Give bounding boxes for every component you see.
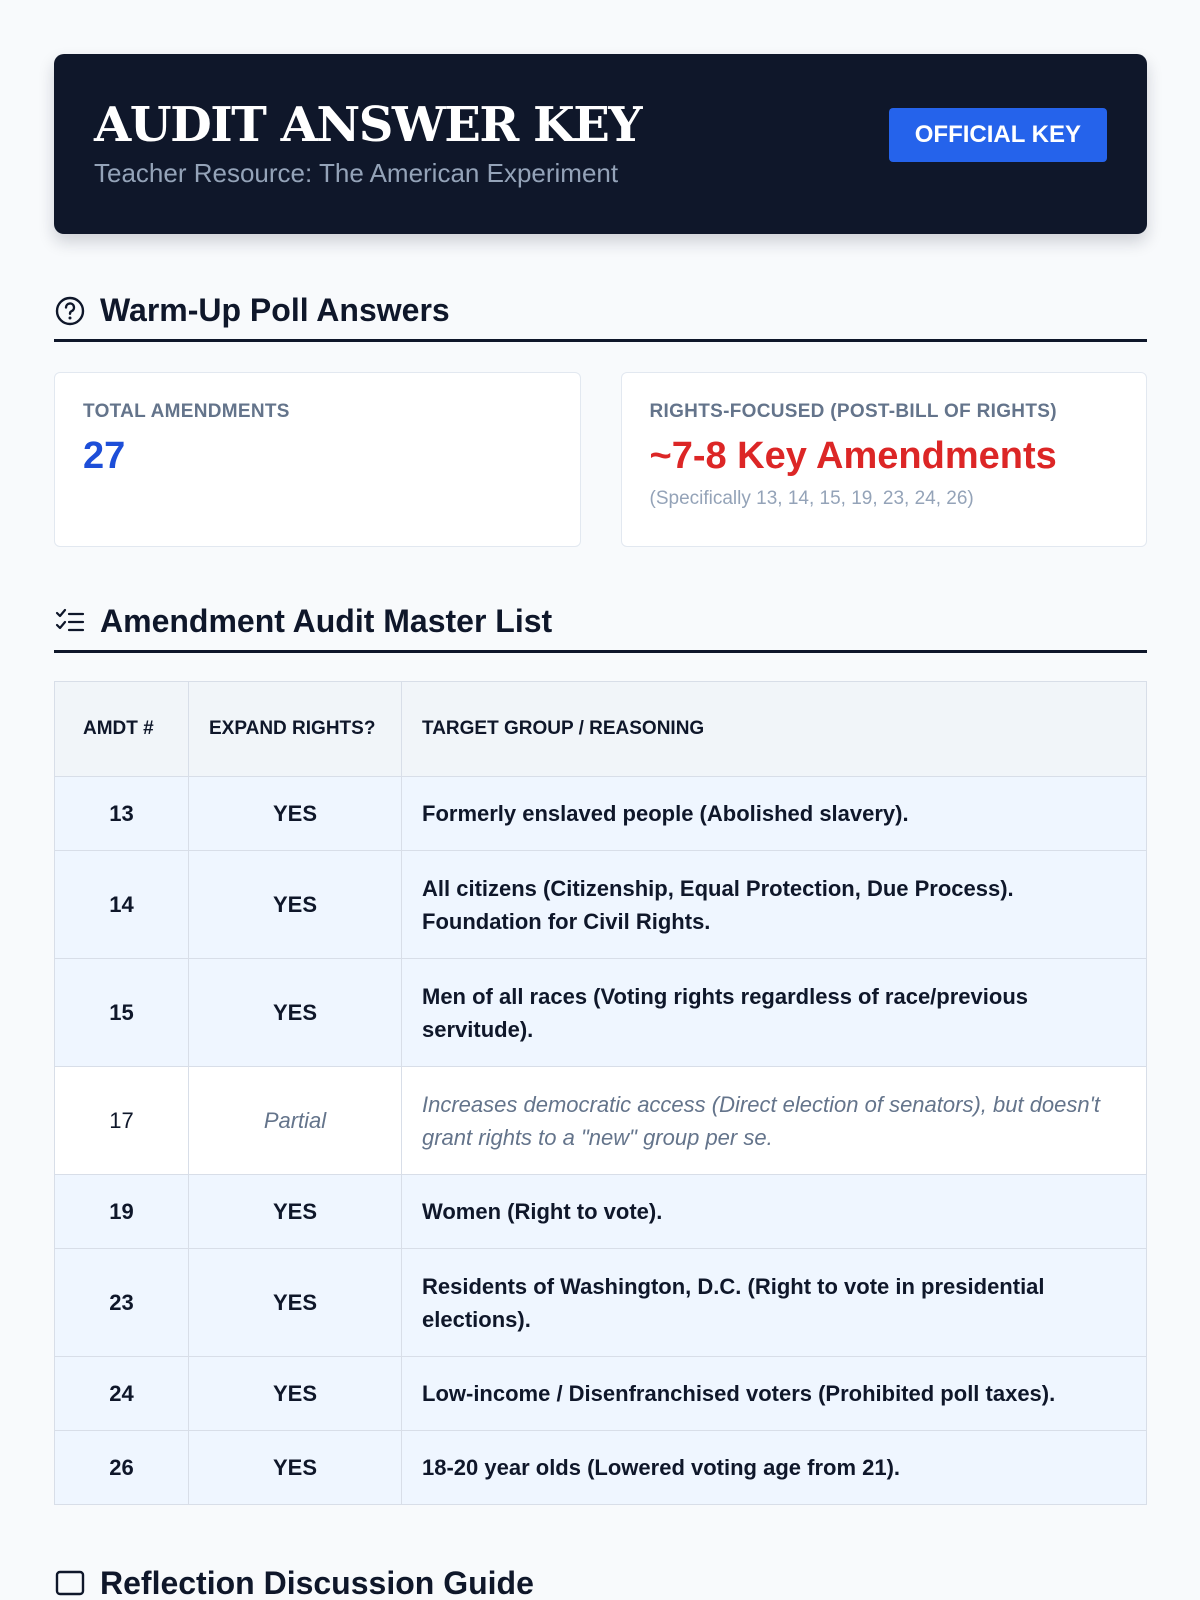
reflection-section-title: Reflection Discussion Guide (100, 1565, 534, 1600)
reasoning-text: Women (Right to vote). (402, 1175, 1147, 1249)
reflection-section-header (54, 1565, 1147, 1600)
page-title: AUDIT ANSWER KEY (94, 97, 642, 154)
card-value: 27 (83, 435, 126, 477)
rights-focused-card (621, 372, 1148, 547)
table-row (55, 1431, 1147, 1505)
card-note: (Specifically 13, 14, 15, 19, 23, 24, 26) (649, 488, 974, 509)
expand-rights-value: YES (189, 777, 402, 851)
reasoning-text: All citizens (Citizenship, Equal Protection, Due Process). Foundation for Civil Rights. (402, 851, 1147, 959)
amdt-number: 19 (55, 1175, 189, 1249)
amdt-number: 26 (55, 1431, 189, 1505)
column-header-expand: EXPAND RIGHTS? (189, 682, 402, 777)
amendment-audit-table (54, 681, 1147, 1505)
expand-rights-value: YES (189, 1249, 402, 1357)
reasoning-text: Men of all races (Voting rights regardless of race/previous servitude). (402, 959, 1147, 1067)
expand-rights-value: YES (189, 1357, 402, 1431)
header-text (94, 99, 641, 189)
reasoning-text: Increases democratic access (Direct election of senators), but doesn't grant rights to a "new" group per se. (402, 1067, 1147, 1175)
amdt-number: 14 (55, 851, 189, 959)
table-row (55, 1249, 1147, 1357)
audit-section-title: Amendment Audit Master List (100, 603, 553, 639)
expand-rights-value: YES (189, 1175, 402, 1249)
expand-rights-value: YES (189, 1431, 402, 1505)
poll-section-title: Warm-Up Poll Answers (100, 292, 450, 328)
expand-rights-value: Partial (189, 1067, 402, 1175)
column-header-amdt: AMDT # (55, 682, 189, 777)
table-row (55, 1175, 1147, 1249)
total-amendments-card (54, 372, 581, 547)
card-label: TOTAL AMENDMENTS (83, 401, 290, 422)
amdt-number: 17 (55, 1067, 189, 1175)
amdt-number: 13 (55, 777, 189, 851)
audit-section-header (54, 603, 1147, 653)
card-value: ~7-8 Key Amendments (649, 435, 1057, 477)
card-label: RIGHTS-FOCUSED (POST-BILL OF RIGHTS) (649, 401, 1057, 422)
expand-rights-value: YES (189, 851, 402, 959)
table-row (55, 1357, 1147, 1431)
amdt-number: 23 (55, 1249, 189, 1357)
poll-cards (54, 372, 1147, 547)
poll-section-header (54, 292, 1147, 342)
reasoning-text: Residents of Washington, D.C. (Right to vote in presidential elections). (402, 1249, 1147, 1357)
table-row (55, 777, 1147, 851)
answer-key-page (54, 54, 1147, 1600)
chat-square-icon (54, 1568, 86, 1600)
amdt-number: 15 (55, 959, 189, 1067)
table-row (55, 959, 1147, 1067)
table-row (55, 1067, 1147, 1175)
column-header-reasoning: TARGET GROUP / REASONING (402, 682, 1147, 777)
reasoning-text: Formerly enslaved people (Abolished slavery). (402, 777, 1147, 851)
table-header-row (55, 682, 1147, 777)
amdt-number: 24 (55, 1357, 189, 1431)
official-key-badge: OFFICIAL KEY (889, 108, 1107, 162)
reasoning-text: Low-income / Disenfranchised voters (Prohibited poll taxes). (402, 1357, 1147, 1431)
header-banner (54, 54, 1147, 234)
page-subtitle: Teacher Resource: The American Experiment (94, 157, 619, 188)
table-row (55, 851, 1147, 959)
reasoning-text: 18-20 year olds (Lowered voting age from 21). (402, 1431, 1147, 1505)
question-circle-icon (54, 295, 86, 327)
checklist-icon (54, 606, 86, 638)
expand-rights-value: YES (189, 959, 402, 1067)
